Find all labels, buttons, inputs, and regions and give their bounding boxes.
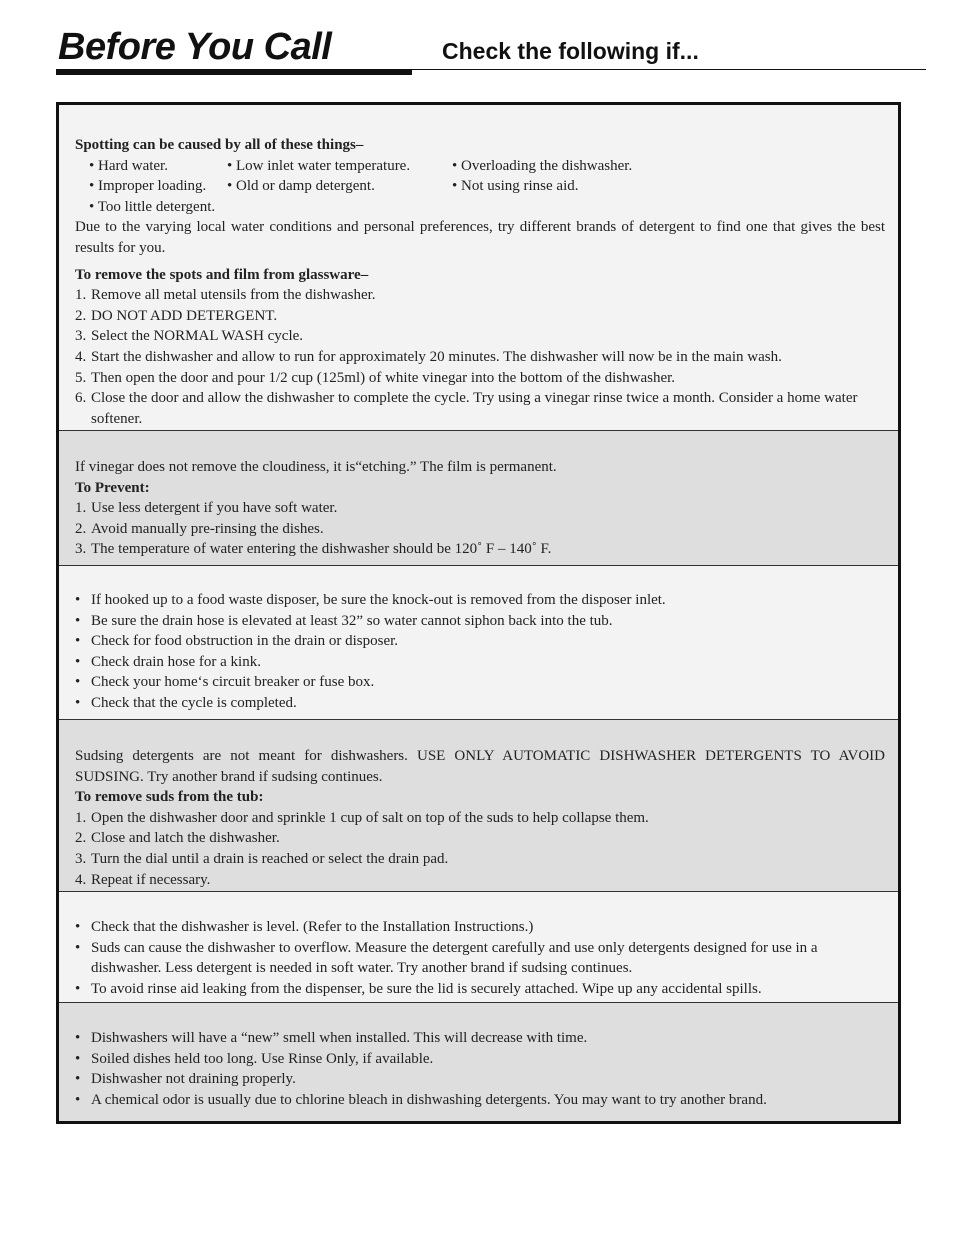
list-item: • Check that the dishwasher is level. (Refer to the Installation Instructions.) [75,919,534,935]
page-subtitle: Check the following if... [442,38,699,64]
header-rule [412,69,926,70]
list-item: 3. Select the NORMAL WASH cycle. [75,328,304,345]
draining-section [59,566,898,720]
list-item: • Check that the cycle is completed. [75,694,297,711]
etching-section [59,431,898,566]
list-item: • Soiled dishes held too long. Use Rinse Only, if available. [75,1050,434,1067]
cause-item: • Too little detergent. [89,198,216,215]
page-title: Before You Call [58,26,332,68]
list-item: 3. The temperature of water entering the dishwasher should be 120˚ F – 140˚ F. [75,541,552,558]
etching-intro: If vinegar does not remove the cloudiness, it is“etching.” The film is permanent. [75,459,557,475]
list-item: • A chemical odor is usually due to chlorine bleach in dishwashing detergents. You may want to try another brand. [75,1091,767,1108]
cause-item: • Improper loading. [89,178,207,195]
list-item: 1. Remove all metal utensils from the dishwasher. [75,287,376,304]
suds-intro: Sudsing detergents are not meant for dishwashers. USE ONLY AUTOMATIC DISHWASHER DETERGENTS TO AVOID SUDSING. Try another brand if sudsing continues. [75,748,885,785]
cause-item: • Overloading the dishwasher. [452,157,633,174]
cause-item: • Hard water. [89,157,168,174]
list-item: 1. Use less detergent if you have soft water. [75,500,338,517]
spotting-section [59,105,898,431]
prevent-heading: To Prevent: [75,479,150,496]
spotting-note: Due to the varying local water conditions and personal preferences, try different brands of detergent to find one that gives the best results for you. [75,219,885,256]
list-item: 6. Close the door and allow the dishwasher to complete the cycle. Try using a vinegar rinse twice a month. Consider a home water softener. [75,390,858,427]
list-item: • Check your home‘s circuit breaker or fuse box. [75,674,375,691]
remove-suds-heading: To remove suds from the tub: [75,789,264,806]
page-header [0,0,954,80]
troubleshooting-table [56,102,901,1124]
suds-section [59,720,898,892]
list-item: 1. Open the dishwasher door and sprinkle 1 cup of salt on top of the suds to help collapse them. [75,809,649,826]
list-item: • If hooked up to a food waste disposer, be sure the knock-out is removed from the disposer inlet. [75,592,666,608]
list-item: 4. Repeat if necessary. [75,871,211,888]
list-item: 2. Avoid manually pre-rinsing the dishes. [75,520,324,537]
leaking-section [59,892,898,1003]
list-item: 4. Start the dishwasher and allow to run for approximately 20 minutes. The dishwasher will now be in the main wash. [75,348,782,365]
cause-item: • Low inlet water temperature. [227,157,411,174]
cause-item: • Not using rinse aid. [452,178,579,195]
causes-row [75,197,885,218]
cause-item: • Old or damp detergent. [227,178,375,195]
spotting-heading: Spotting can be caused by all of these things– [75,137,364,153]
list-item: • Suds can cause the dishwasher to overflow. Measure the detergent carefully and use only detergents designed for use in a dishwasher. Less detergent is needed in soft water. Try another brand if sudsing continues. [75,939,818,977]
remove-spots-heading: To remove the spots and film from glassware– [75,266,369,283]
list-item: 2. Close and latch the dishwasher. [75,830,280,847]
list-item: 5. Then open the door and pour 1/2 cup (125ml) of white vinegar into the bottom of the dishwasher. [75,369,676,386]
list-item: • Dishwasher not draining properly. [75,1071,296,1088]
odor-section [59,1003,898,1121]
title-underline [56,69,412,75]
list-item: 2. DO NOT ADD DETERGENT. [75,307,278,324]
list-item: • Dishwashers will have a “new” smell when installed. This will decrease with time. [75,1030,588,1046]
list-item: 3. Turn the dial until a drain is reached or select the drain pad. [75,850,449,867]
causes-row [75,156,885,177]
list-item: • To avoid rinse aid leaking from the dispenser, be sure the lid is securely attached. Wipe up any accidental spills. [75,980,762,997]
list-item: • Check drain hose for a kink. [75,653,261,670]
list-item: • Check for food obstruction in the drain or disposer. [75,633,399,650]
causes-row [75,176,885,197]
list-item: • Be sure the drain hose is elevated at least 32” so water cannot siphon back into the tub. [75,612,613,629]
